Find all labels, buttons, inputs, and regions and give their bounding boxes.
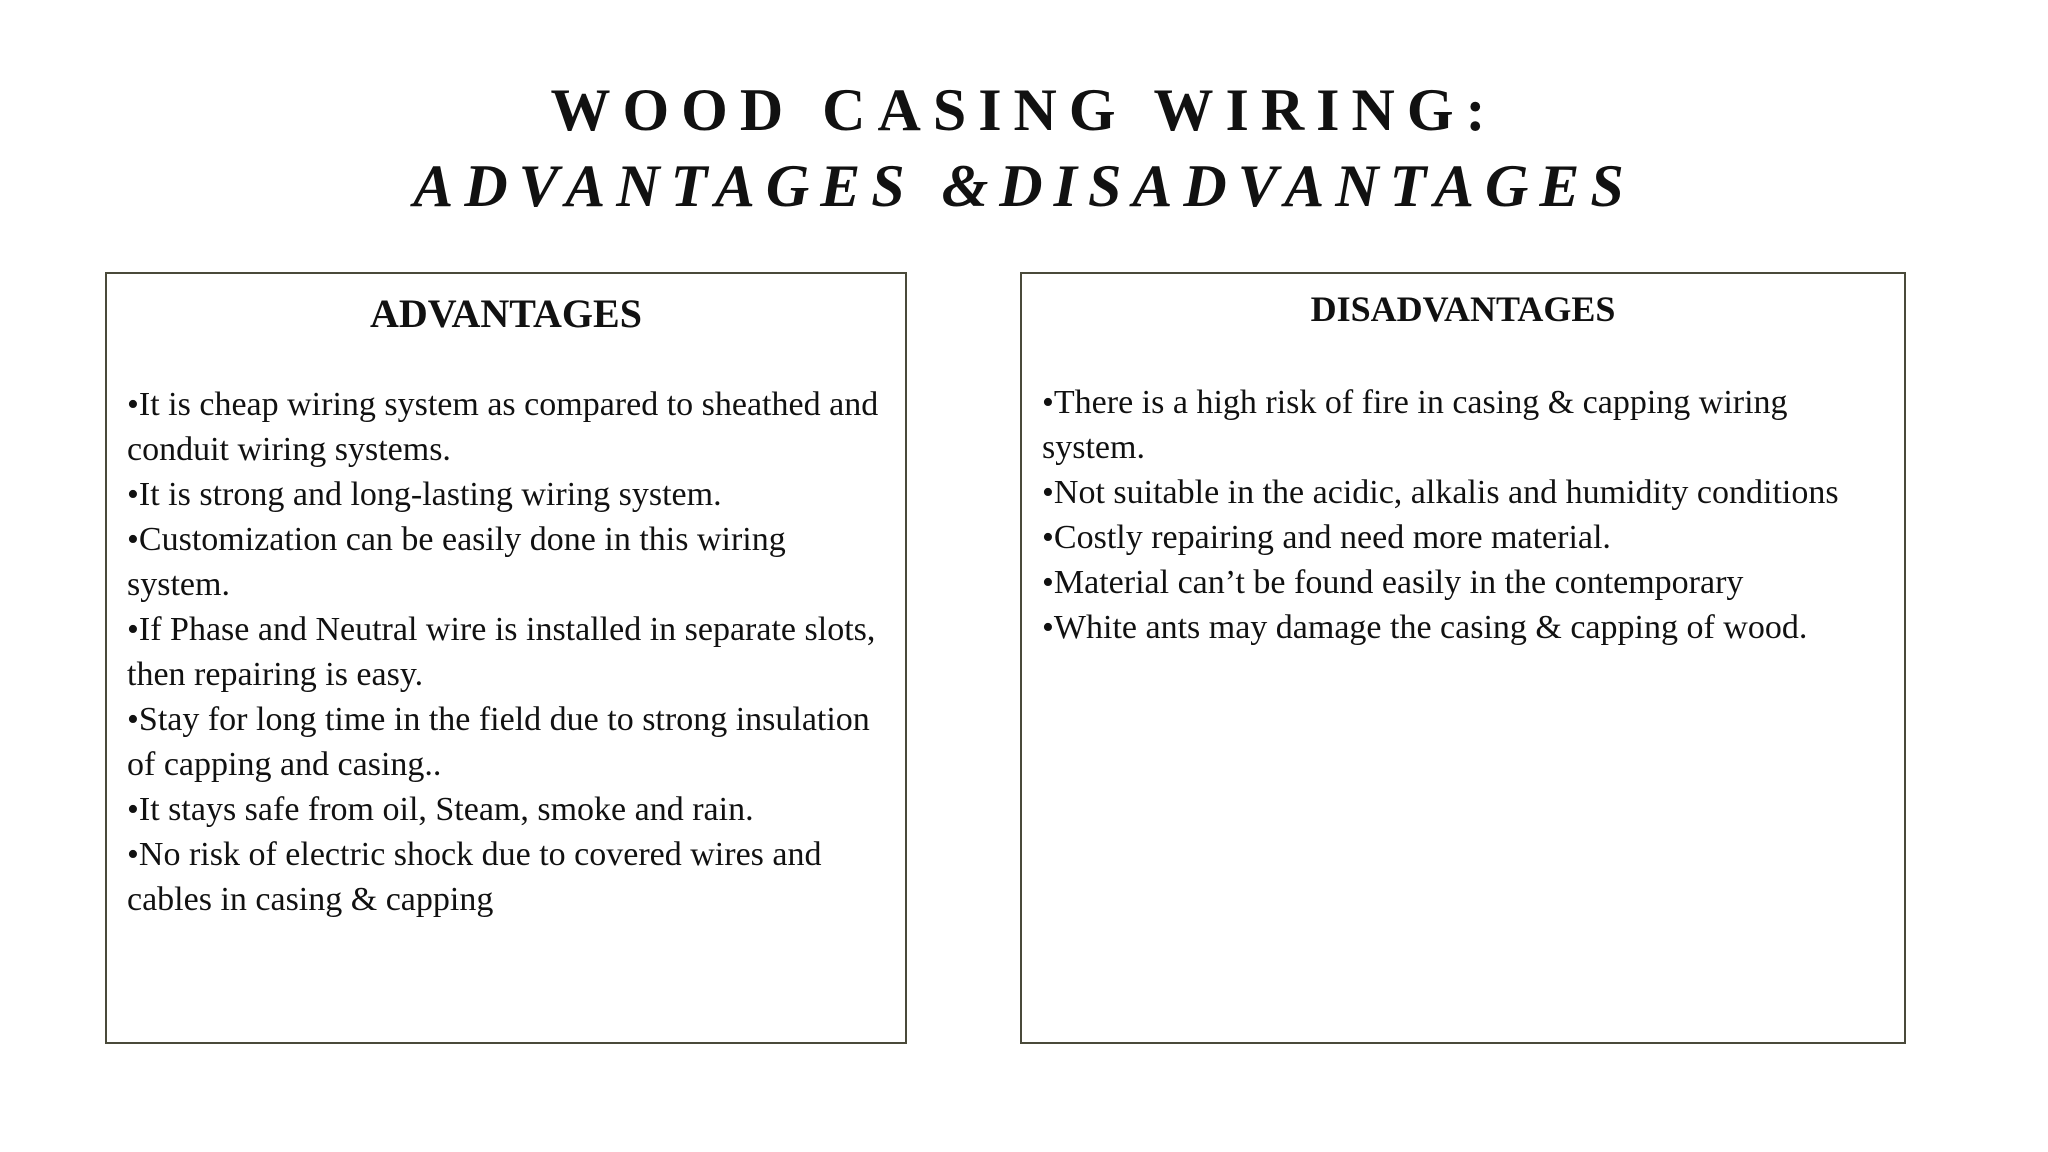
list-item: •Costly repairing and need more material.	[1042, 519, 1611, 556]
list-item: •There is a high risk of fire in casing & capping wiring system.	[1042, 384, 1788, 466]
title-main: WOOD CASING WIRING:	[550, 77, 1498, 143]
list-item: •Stay for long time in the field due to strong insulation of capping and casing..	[127, 701, 870, 783]
disadvantages-heading: DISADVANTAGES	[1310, 289, 1616, 329]
disadvantages-panel	[1020, 272, 1906, 1044]
list-item: •White ants may damage the casing & capping of wood.	[1042, 609, 1808, 646]
list-item: •It is strong and long-lasting wiring system.	[127, 476, 722, 513]
slide-title	[0, 70, 2048, 222]
list-item: •If Phase and Neutral wire is installed in separate slots, then repairing is easy.	[127, 611, 876, 693]
advantages-list	[127, 382, 885, 922]
advantages-panel	[105, 272, 907, 1044]
list-item: •Customization can be easily done in this wiring system.	[127, 521, 786, 603]
list-item: •Not suitable in the acidic, alkalis and humidity conditions	[1042, 474, 1839, 511]
title-subtitle: ADVANTAGES &DISADVANTAGES	[413, 153, 1635, 219]
list-item: •No risk of electric shock due to covered wires and cables in casing & capping	[127, 836, 822, 918]
list-item: •It is cheap wiring system as compared to sheathed and conduit wiring systems.	[127, 386, 879, 468]
list-item: •It stays safe from oil, Steam, smoke and rain.	[127, 791, 754, 828]
advantages-heading: ADVANTAGES	[370, 291, 642, 336]
disadvantages-list	[1042, 380, 1884, 650]
list-item: •Material can’t be found easily in the contemporary	[1042, 564, 1744, 601]
